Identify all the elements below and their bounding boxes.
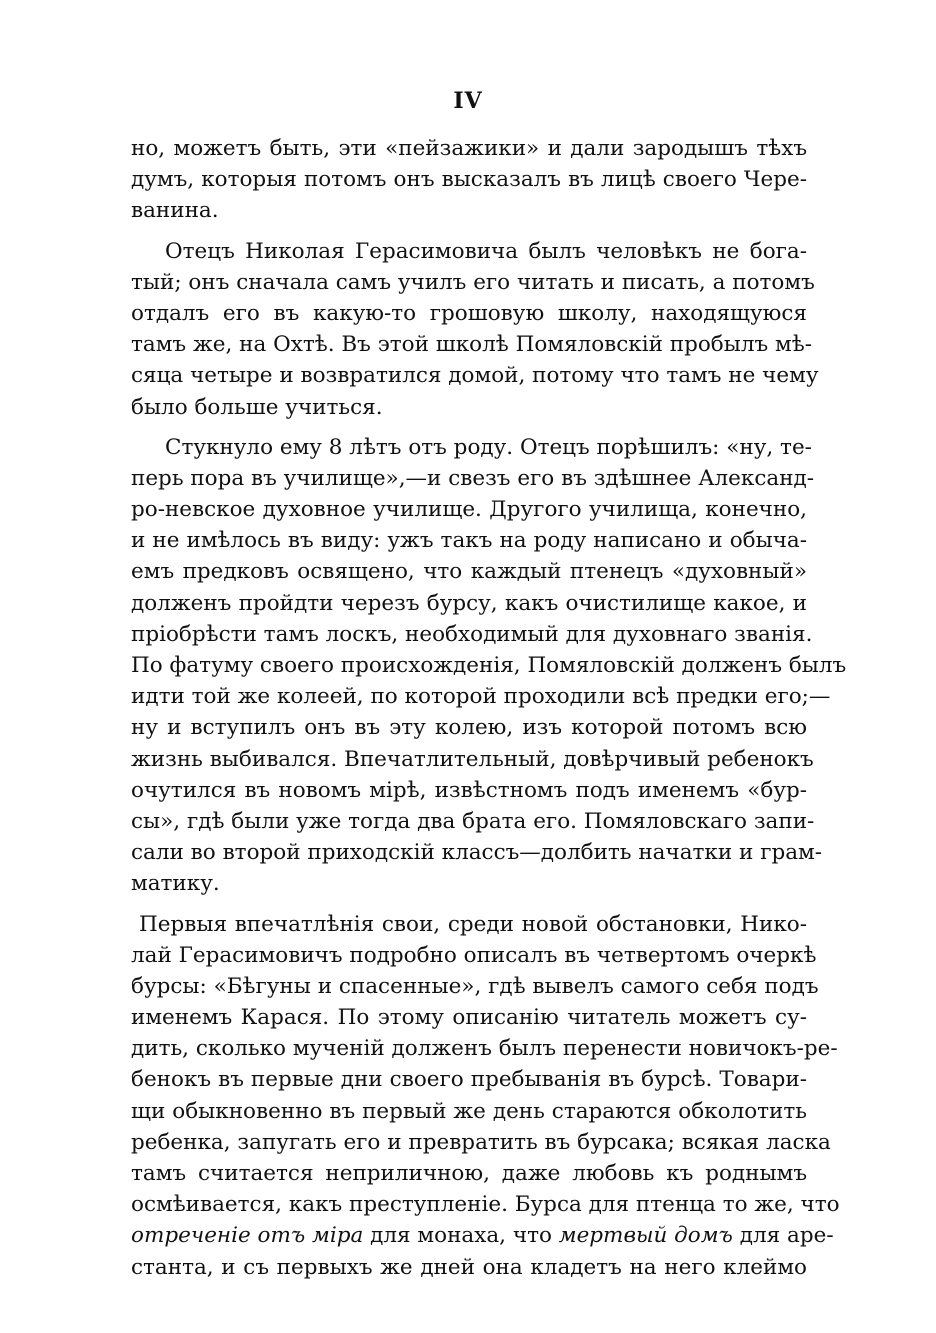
text-line: долженъ пройдти черезъ бурсу, какъ очистилище какое, и [131,590,807,616]
text-line: станта, и съ первыхъ же дней она кладетъ на него клеймо [131,1254,807,1280]
text-line: думъ, которыя потомъ онъ высказалъ въ лицѣ своего Чере- [131,167,807,193]
text-line: пріобрѣсти тамъ лоскъ, необходимый для духовнаго званія. [131,621,813,647]
paragraph-1 [131,133,807,227]
text-line: но, можетъ быть, эти «пейзажики» и дали зародышъ тѣхъ [131,136,807,161]
text-line: тый; онъ сначала самъ училъ его читать и писать, а потомъ [131,269,815,295]
paragraph-4 [131,909,840,1283]
text-line: Первыя впечатлѣнія свои, среди новой обстановки, Нико- [139,911,807,937]
text-line: осмѣивается, какъ преступленіе. Бурса для птенца то же, что [131,1192,840,1218]
paragraph-3 [131,432,847,900]
text-line: ванина. [131,198,219,224]
text-line: бенокъ въ первые дни своего пребыванія въ бурсѣ. Товари- [131,1067,807,1093]
text-line: ро-невское духовное училище. Другого училища, конечно, [131,497,807,523]
text-line: лай Герасимовичъ подробно описалъ въ четвертомъ очеркѣ [131,942,817,968]
text-fragment: для монаха, что [363,1223,559,1249]
text-line: бурсы: «Бѣгуны и спасенные», гдѣ вывелъ самого себя подъ [131,973,819,999]
text-line: перь пора въ училище»,—и свезъ его въ здѣшнее Александ- [131,465,815,491]
text-line: было больше учиться. [131,394,383,420]
text-line: и не имѣлось въ виду: ужъ такъ на роду написано и обыча- [131,528,807,554]
text-line: щи обыкновенно въ первый же день стараются обколотить [131,1098,807,1124]
italic-phrase: отреченіе отъ міра [131,1223,364,1249]
text-line: жизнь выбивался. Впечатлительный, довѣрчивый ребенокъ [131,746,814,772]
text-line: очутился въ новомъ мірѣ, извѣстномъ подъ именемъ «бур- [131,777,807,803]
text-line: тамъ считается неприличною, даже любовь къ роднымъ [131,1161,807,1186]
text-line: отдалъ его въ какую-то грошовую школу, находящуюся [131,300,807,326]
text-line: именемъ Карася. По этому описанію читатель можетъ су- [131,1005,807,1031]
page-number: IV [453,88,483,114]
text-line: емъ предковъ освящено, что каждый птенецъ «духовный» [131,559,807,585]
text-line: Отецъ Николая Герасимовича былъ человѣкъ не бога- [165,238,807,264]
text-line: идти той же колеей, по которой проходили всѣ предки его;— [131,684,831,710]
italic-phrase: мертвый домъ [558,1223,733,1249]
text-line: сяца четыре и возвратился домой, потому что тамъ не чему [131,363,819,389]
text-line: сы», гдѣ были уже тогда два брата его. Помяловскаго запи- [131,808,815,834]
text-line-with-italics [131,1220,834,1251]
text-line: дить, сколько мученій долженъ былъ перенести новичокъ-ре- [131,1036,838,1062]
text-line: ну и вступилъ онъ въ эту колею, изъ которой потомъ всю [131,715,807,741]
text-line: Стукнуло ему 8 лѣтъ отъ роду. Отецъ порѣшилъ: «ну, те- [165,434,812,460]
text-line: ребенка, запугать его и превратить въ бурсака; всякая ласка [131,1129,831,1155]
text-line: тамъ же, на Охтѣ. Въ этой школѣ Помяловскій пробылъ мѣ- [131,332,812,358]
body-text [131,133,847,1292]
text-line: сали во второй приходскій классъ—долбить начатки и грам- [131,840,823,866]
paragraph-2 [131,236,819,423]
text-line: По фатуму своего происхожденія, Помяловскій долженъ былъ [131,653,847,678]
text-fragment: для аре- [732,1223,834,1249]
text-line: матику. [131,871,220,897]
